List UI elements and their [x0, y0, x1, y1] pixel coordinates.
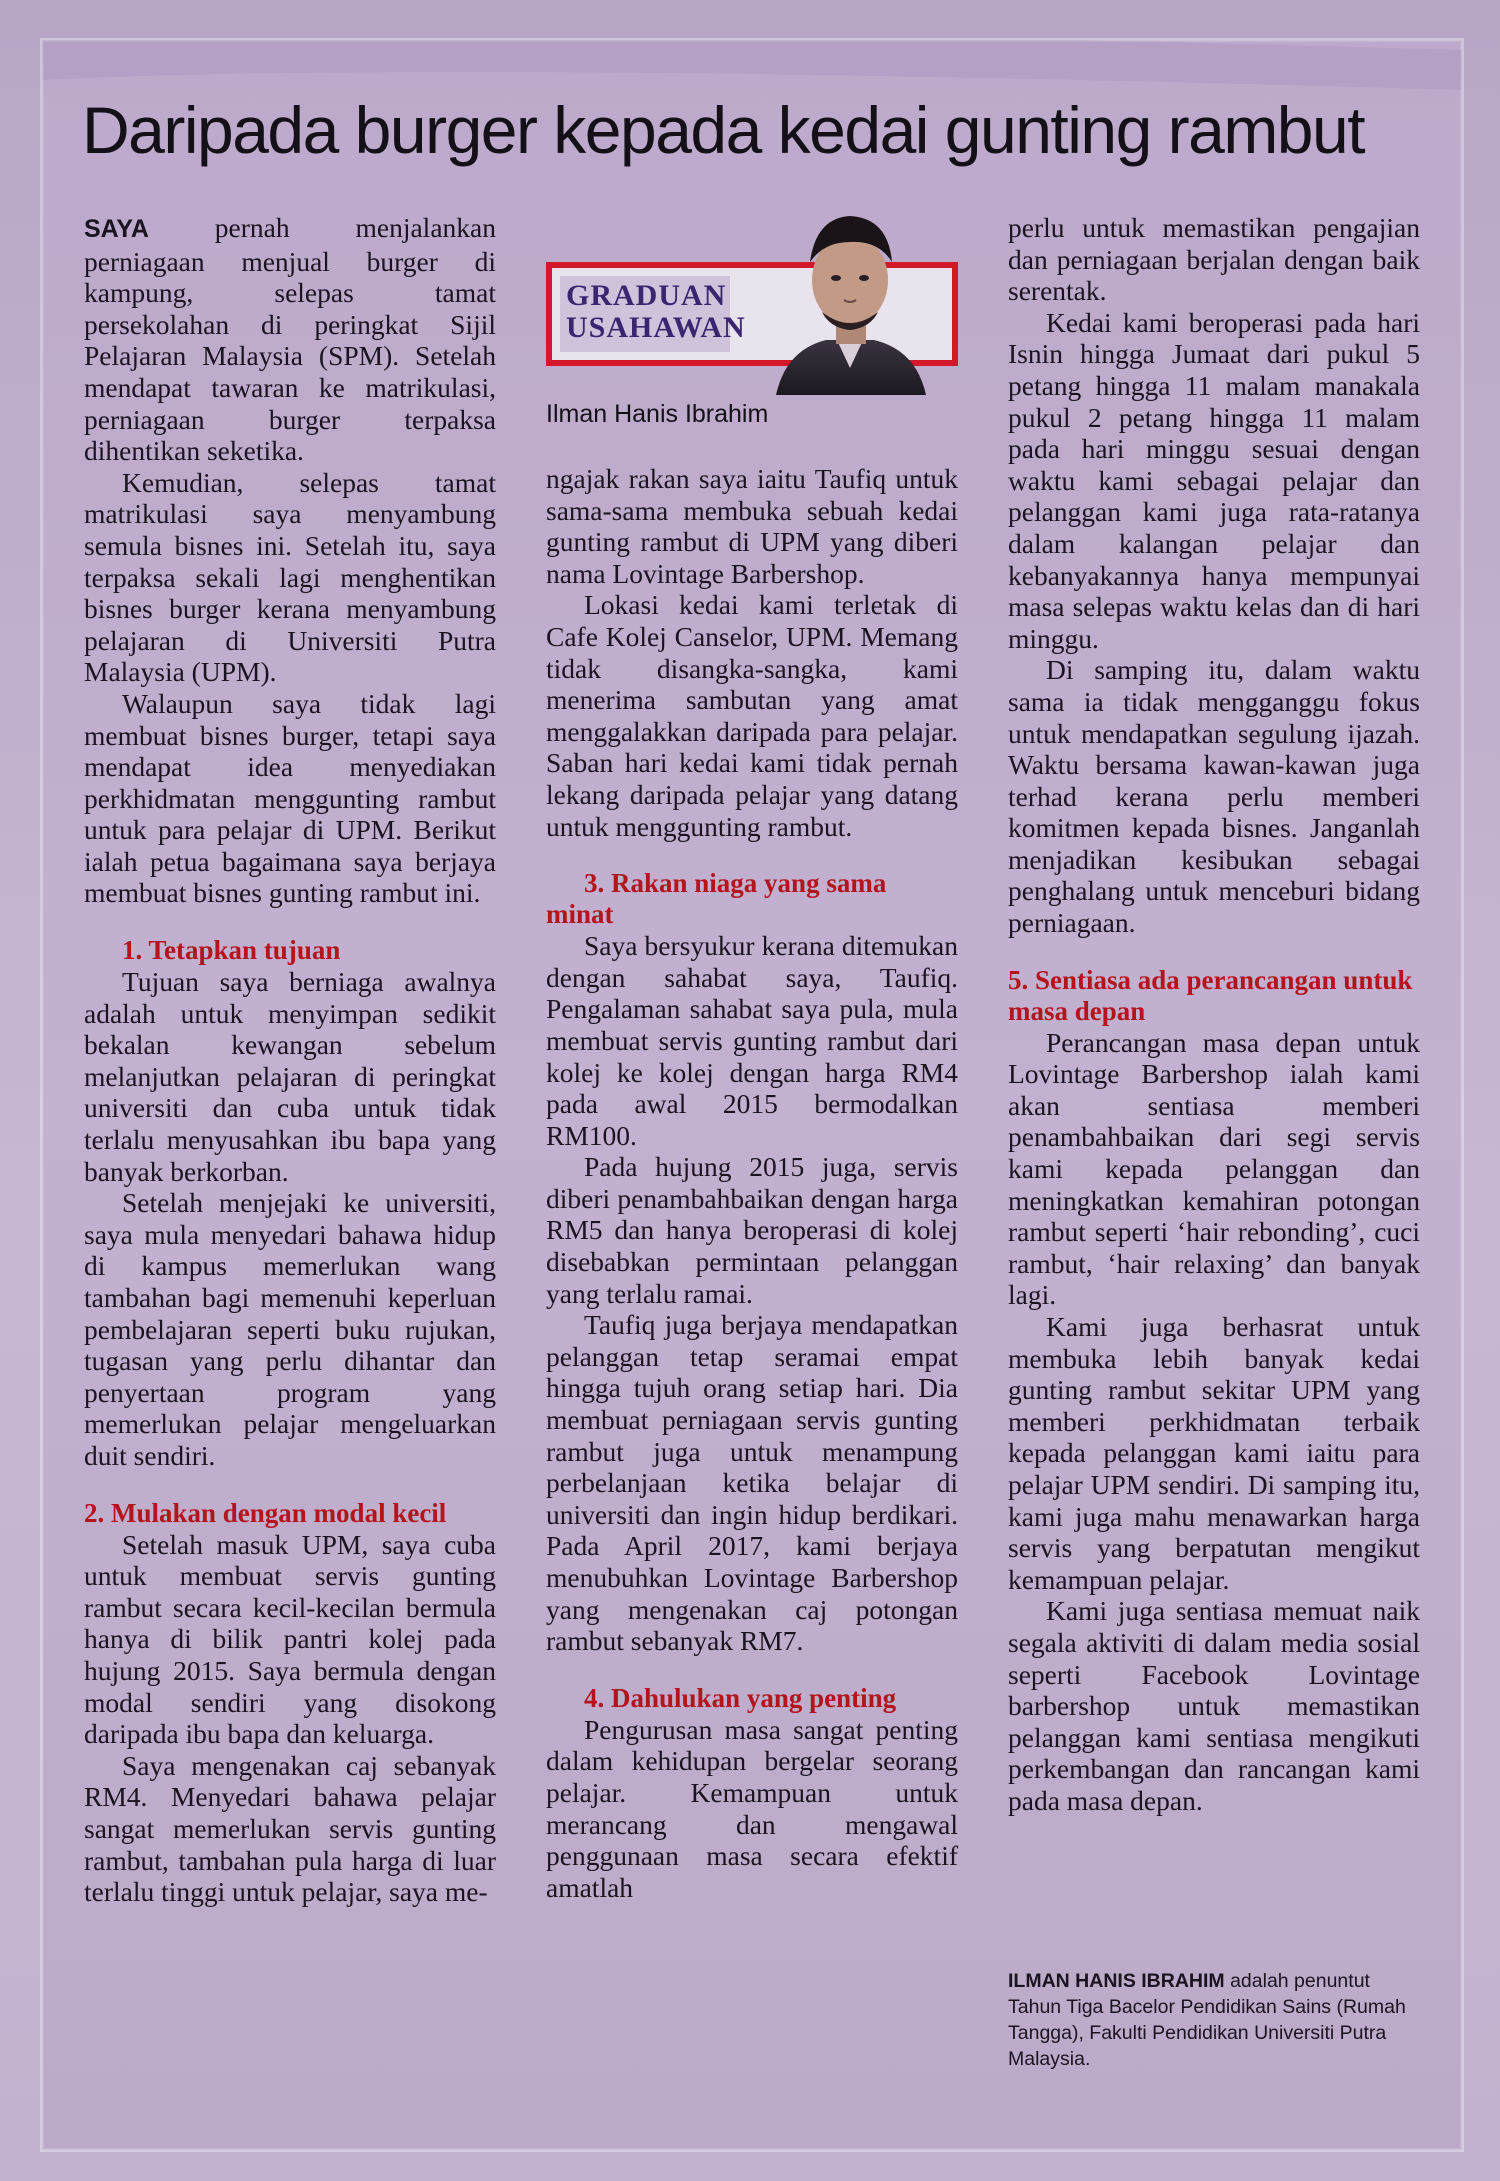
paragraph: Taufiq juga berjaya mendapatkan pelanggan tetap seramai empat hingga tujuh orang setiap hari. Dia membuat perniagaan servis gunting rambut juga untuk menampung perbelanjaan ketika belajar di universiti dan ingin hidup berdikari. Pada April 2017, kami berjaya menubuhkan Lovintage Barbershop yang mengenakan caj potongan rambut sebanyak RM7.: [546, 1309, 958, 1657]
article-column-1: [84, 212, 496, 1908]
author-photo: [766, 200, 934, 395]
paragraph: Kemudian, selepas tamat matrikulasi saya menyambung semula bisnes ini. Setelah itu, saya terpaksa sekali lagi menghentikan bisnes burger kerana menyambung pelajaran di Universiti Putra Malaysia (UPM).: [84, 466, 496, 688]
column-brand: [566, 280, 746, 344]
subheading: 2. Mulakan dengan modal kecil: [84, 1497, 447, 1528]
column-brand-line2: USAHAWAN: [566, 311, 746, 344]
lead-word: SAYA: [84, 215, 149, 243]
subheading: 4. Dahulukan yang penting: [584, 1682, 897, 1713]
subheading: 1. Tetapkan tujuan: [122, 935, 341, 966]
paragraph: Kami juga sentiasa memuat naik segala aktiviti di dalam media sosial seperti Facebook Lovintage barbershop untuk memastikan pelanggan kami sentiasa mengikuti perkembangan dan rancangan kami pada masa depan.: [1008, 1595, 1420, 1816]
author-bio: [1008, 1968, 1420, 2072]
paragraph: Setelah menjejaki ke universiti, saya mula menyedari bahawa hidup di kampus memerlukan wang tambahan bagi memenuhi keperluan pembelajaran seperti buku rujukan, tugasan yang perlu dihantar dan penyertaan program yang memerlukan pelajar mengeluarkan duit sendiri.: [84, 1187, 496, 1471]
paragraph: ngajak rakan saya iaitu Taufiq untuk sama-sama membuka sebuah kedai gunting rambut di UPM yang diberi nama Lovintage Barbershop.: [546, 463, 958, 589]
paragraph: Kami juga berhasrat untuk membuka lebih banyak kedai gunting rambut sekitar UPM yang memberi perkhidmatan terbaik kepada pelanggan kami iaitu para pelajar UPM sendiri. Di samping itu, kami juga mahu menawarkan harga servis yang berpatutan mengikut kemampuan pelajar.: [1008, 1311, 1420, 1595]
bio-name: ILMAN HANIS IBRAHIM: [1008, 1970, 1225, 1992]
article-column-2: [546, 463, 958, 1903]
headline: Daripada burger kepada kedai gunting rambut: [82, 93, 1365, 167]
subheading: 5. Sentiasa ada perancangan untuk masa depan: [1008, 964, 1413, 1026]
paragraph: Walaupun saya tidak lagi membuat bisnes burger, tetapi saya mendapat idea menyediakan perkhidmatan menggunting rambut untuk para pelajar di UPM. Berikut ialah petua bagaimana saya berjaya membuat bisnes gunting rambut ini.: [84, 687, 496, 909]
paragraph: Pengurusan masa sangat penting dalam kehidupan bergelar seorang pelajar. Kemampuan untuk merancang dan mengawal penggunaan masa secara efektif amatlah: [546, 1713, 958, 1903]
paragraph: Lokasi kedai kami terletak di Cafe Kolej Canselor, UPM. Memang tidak disangka-sangka, kami menerima sambutan yang amat menggalakkan daripada para pelajar. Saban hari kedai kami tidak pernah lekang daripada pelajar yang datang untuk menggunting rambut.: [546, 589, 958, 842]
columnist-box: [546, 200, 958, 440]
column-brand-line1: GRADUAN: [566, 279, 727, 312]
paragraph: perlu untuk memastikan pengajian dan perniagaan berjalan dengan baik serentak.: [1008, 212, 1420, 307]
paragraph: Saya mengenakan caj sebanyak RM4. Menyedari bahawa pelajar sangat memerlukan servis gunting rambut, tambahan pula harga di luar terlalu tinggi untuk pelajar, saya me-: [84, 1749, 496, 1908]
article-column-3: [1008, 212, 1420, 1817]
paragraph: Di samping itu, dalam waktu sama ia tidak mengganggu fokus untuk mendapatkan segulung ijazah. Waktu bersama kawan-kawan juga terhad kerana perlu memberi komitmen kepada bisnes. Janganlah menjadikan kesibukan sebagai penghalang untuk menceburi bidang perniagaan.: [1008, 654, 1420, 939]
paragraph: Tujuan saya berniaga awalnya adalah untuk menyimpan sedikit bekalan kewangan sebelum melanjutkan pelajaran di peringkat universiti dan cuba untuk tidak terlalu menyusahkan ibu bapa yang banyak berkorban.: [84, 966, 496, 1187]
paragraph: SAYA pernah menjalankan perniagaan menjual burger di kampung, selepas tamat persekolahan di peringkat Sijil Pelajaran Malaysia (SPM). Setelah mendapat tawaran ke matrikulasi, perniagaan burger terpaksa dihentikan seketika.: [84, 212, 496, 467]
paragraph: Kedai kami beroperasi pada hari Isnin hingga Jumaat dari pukul 5 petang hingga 11 malam manakala pukul 2 petang hingga 11 malam pada hari minggu sesuai dengan waktu kami sebagai pelajar dan pelanggan kami juga rata-ratanya dalam kalangan pelajar dan kebanyakannya hanya mempunyai masa selepas waktu kelas dan di hari minggu.: [1008, 306, 1420, 654]
paragraph: Saya bersyukur kerana ditemukan dengan sahabat saya, Taufiq. Pengalaman sahabat saya pula, mula membuat servis gunting rambut dari kolej ke kolej dengan harga RM4 pada awal 2015 bermodalkan RM100.: [546, 930, 958, 1151]
paragraph: Setelah masuk UPM, saya cuba untuk membuat servis gunting rambut secara kecil-kecilan bermula hanya di bilik pantri kolej pada hujung 2015. Saya bermula dengan modal sendiri yang disokong daripada ibu bapa dan keluarga.: [84, 1528, 496, 1750]
subheading: 3. Rakan niaga yang sama minat: [546, 868, 887, 930]
paragraph: Perancangan masa depan untuk Lovintage Barbershop ialah kami akan sentiasa memberi penambahbaikan dari segi servis kami kepada pelanggan dan meningkatkan kemahiran potongan rambut seperti ‘hair rebonding’, cuci rambut, ‘hair relaxing’ dan banyak lagi.: [1008, 1026, 1420, 1311]
paragraph: Pada hujung 2015 juga, servis diberi penambahbaikan dengan harga RM5 dan hanya beroperasi di kolej disebabkan permintaan pelanggan yang terlalu ramai.: [546, 1151, 958, 1309]
byline: Ilman Hanis Ibrahim: [546, 400, 769, 428]
bio-text: adalah penuntut Tahun Tiga Bacelor Pendidikan Sains (Rumah Tangga), Fakulti Pendidikan Universiti Putra Malaysia.: [1008, 1970, 1406, 2070]
